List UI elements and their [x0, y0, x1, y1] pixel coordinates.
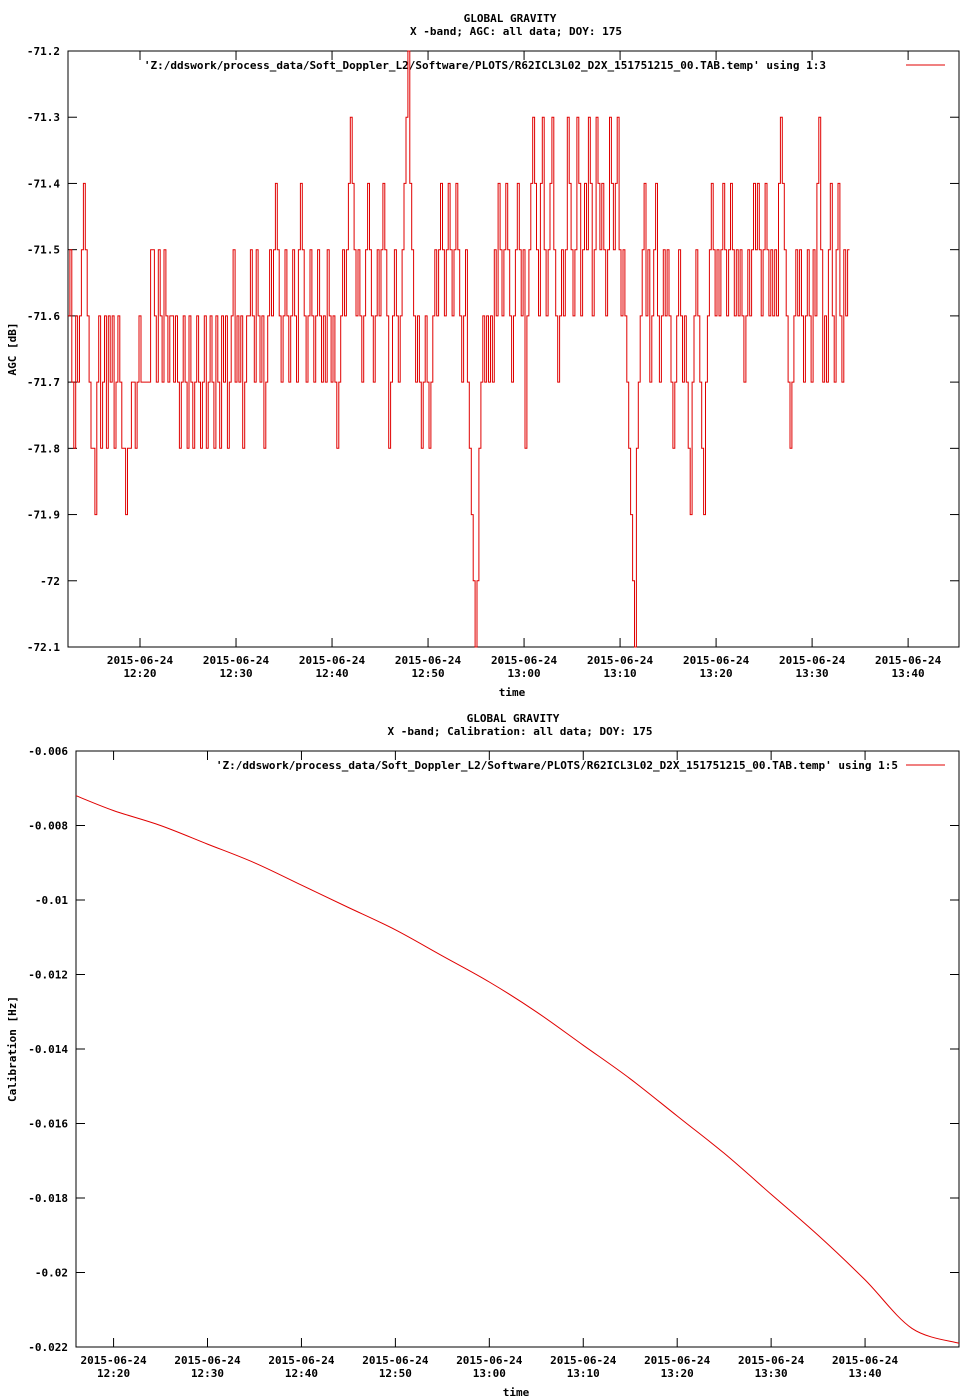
agc-x-tick-time: 13:30	[795, 667, 829, 680]
calibration-x-tick-date: 2015-06-24	[550, 1354, 617, 1367]
calibration-y-tick-label: -0.016	[28, 1117, 68, 1131]
calibration-y-tick-label: -0.006	[28, 745, 68, 758]
agc-x-tick-time: 12:50	[411, 667, 445, 680]
calibration-x-tick-time: 13:10	[566, 1367, 600, 1380]
agc-legend-text: 'Z:/ddswork/process_data/Soft_Doppler_L2/Software/PLOTS/R62ICL3L02_D2X_151751215_00.TAB.temp' using 1:3	[143, 59, 826, 72]
agc-y-axis-label: AGC [dB]	[6, 322, 19, 376]
calibration-x-tick-date: 2015-06-24	[831, 1354, 899, 1367]
calibration-x-tick-date: 2015-06-24	[456, 1354, 523, 1367]
agc-y-tick-label: -71.4	[26, 177, 60, 191]
calibration-x-tick-date: 2015-06-24	[174, 1354, 241, 1367]
agc-x-tick-time: 13:20	[699, 667, 733, 680]
calibration-y-axis-label: Calibration [Hz]	[6, 996, 19, 1102]
calibration-x-tick-time: 12:30	[190, 1367, 225, 1380]
agc-x-tick-time: 13:10	[603, 667, 637, 680]
calibration-x-tick-time: 13:20	[660, 1367, 694, 1380]
agc-x-tick-date: 2015-06-24	[394, 654, 462, 667]
calibration-x-tick-time: 13:40	[848, 1367, 882, 1380]
agc-x-tick-date: 2015-06-24	[106, 654, 174, 667]
calibration-x-tick-date: 2015-06-24	[644, 1354, 711, 1367]
calibration-x-tick-date: 2015-06-24	[738, 1354, 805, 1367]
agc-chart-title: GLOBAL GRAVITY	[463, 12, 557, 25]
calibration-legend-text: 'Z:/ddswork/process_data/Soft_Doppler_L2/Software/PLOTS/R62ICL3L02_D2X_151751215_00.TAB.temp' using 1:5	[215, 759, 898, 772]
agc-y-tick-label: -71.5	[26, 243, 60, 257]
agc-x-tick-time: 13:00	[507, 667, 541, 680]
calibration-x-tick-time: 13:30	[754, 1367, 788, 1380]
calibration-y-tick-label: -0.008	[28, 819, 68, 833]
agc-x-tick-date: 2015-06-24	[874, 654, 942, 667]
agc-y-tick-label: -71.9	[26, 508, 60, 522]
agc-x-tick-date: 2015-06-24	[682, 654, 750, 667]
agc-x-tick-time: 12:20	[123, 667, 157, 680]
calibration-x-tick-date: 2015-06-24	[80, 1354, 147, 1367]
agc-y-tick-label: -71.3	[26, 111, 60, 125]
agc-x-tick-date: 2015-06-24	[490, 654, 558, 667]
calibration-x-tick-time: 13:00	[472, 1367, 506, 1380]
agc-x-tick-date: 2015-06-24	[202, 654, 270, 667]
calibration-x-tick-time: 12:20	[97, 1367, 131, 1380]
calibration-chart-title: GLOBAL GRAVITY	[466, 712, 560, 725]
agc-y-tick-label: -71.7	[26, 376, 60, 390]
calibration-x-tick-time: 12:50	[378, 1367, 412, 1380]
agc-x-tick-time: 12:40	[315, 667, 349, 680]
calibration-y-tick-label: -0.022	[28, 1341, 68, 1354]
calibration-y-tick-label: -0.014	[28, 1043, 68, 1056]
calibration-x-tick-time: 12:40	[284, 1367, 319, 1380]
agc-y-tick-label: -71.2	[26, 45, 60, 58]
calibration-x-axis-label: time	[502, 1386, 530, 1399]
agc-chart-subtitle: X -band; AGC: all data; DOY: 175	[410, 25, 622, 38]
calibration-x-tick-date: 2015-06-24	[268, 1354, 335, 1367]
calibration-y-tick-label: -0.018	[28, 1192, 68, 1205]
agc-y-tick-label: -71.8	[26, 442, 60, 456]
agc-x-tick-time: 12:30	[219, 667, 253, 680]
agc-y-tick-label: -72	[40, 574, 60, 588]
agc-x-tick-time: 13:40	[891, 667, 925, 680]
agc-x-tick-date: 2015-06-24	[778, 654, 846, 667]
calibration-x-tick-date: 2015-06-24	[362, 1354, 429, 1367]
agc-x-tick-date: 2015-06-24	[586, 654, 654, 667]
calibration-chart-subtitle: X -band; Calibration: all data; DOY: 175	[387, 725, 653, 738]
agc-x-tick-date: 2015-06-24	[298, 654, 366, 667]
agc-x-axis-label: time	[498, 686, 526, 699]
agc-y-tick-label: -72.1	[26, 641, 60, 654]
calibration-y-tick-label: -0.012	[28, 968, 68, 982]
agc-y-tick-label: -71.6	[26, 309, 60, 323]
calibration-y-tick-label: -0.02	[34, 1266, 68, 1280]
calibration-y-tick-label: -0.01	[34, 894, 68, 907]
